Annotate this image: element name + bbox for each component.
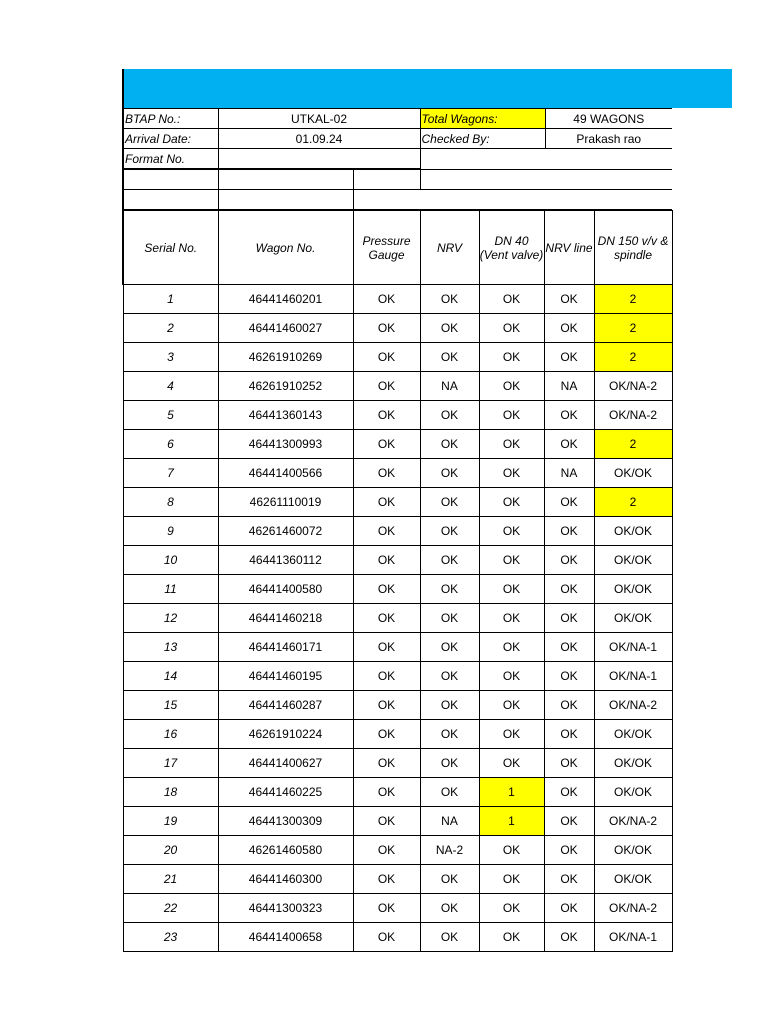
gap-cell: [123, 190, 218, 210]
nrv-line-cell: OK: [544, 720, 594, 749]
pressure-gauge-cell: OK: [353, 865, 420, 894]
nrv-line-cell: OK: [544, 865, 594, 894]
gap-cell: [218, 190, 353, 210]
nrv-line-cell: OK: [544, 314, 594, 343]
btap-value: UTKAL-02: [218, 109, 420, 129]
nrv-line-cell: NA: [544, 372, 594, 401]
wagon-no-cell: 46441460225: [218, 778, 353, 807]
nrv-cell: OK: [420, 749, 479, 778]
dn40-cell: OK: [479, 285, 544, 314]
col-nrv-line: NRV line: [544, 211, 594, 285]
serial-no-cell: 9: [123, 517, 218, 546]
nrv-line-cell: OK: [544, 546, 594, 575]
nrv-line-cell: OK: [544, 604, 594, 633]
table-row: [123, 488, 672, 517]
wagon-no-cell: 46441460195: [218, 662, 353, 691]
nrv-cell: NA-2: [420, 836, 479, 865]
serial-no-cell: 7: [123, 459, 218, 488]
dn150-cell: OK/OK: [594, 459, 672, 488]
pressure-gauge-cell: OK: [353, 720, 420, 749]
nrv-line-cell: OK: [544, 778, 594, 807]
dn150-cell: 2: [594, 488, 672, 517]
format-no-label: Format No.: [123, 149, 218, 169]
table-row: [123, 546, 672, 575]
nrv-cell: OK: [420, 459, 479, 488]
dn150-cell: 2: [594, 285, 672, 314]
pressure-gauge-cell: OK: [353, 372, 420, 401]
dn40-cell: OK: [479, 894, 544, 923]
serial-no-cell: 16: [123, 720, 218, 749]
nrv-cell: NA: [420, 807, 479, 836]
serial-no-cell: 21: [123, 865, 218, 894]
pressure-gauge-cell: OK: [353, 401, 420, 430]
dn40-cell: OK: [479, 691, 544, 720]
col-pressure-gauge: Pressure Gauge: [353, 211, 420, 285]
dn40-cell: OK: [479, 604, 544, 633]
checked-by-value: Prakash rao: [545, 129, 672, 149]
nrv-line-cell: OK: [544, 807, 594, 836]
table-row: [123, 865, 672, 894]
table-row: [123, 691, 672, 720]
pressure-gauge-cell: OK: [353, 314, 420, 343]
wagon-no-cell: 46441400580: [218, 575, 353, 604]
wagon-no-cell: 46441360143: [218, 401, 353, 430]
pressure-gauge-cell: OK: [353, 575, 420, 604]
dn150-cell: OK/OK: [594, 836, 672, 865]
format-no-value: [218, 149, 420, 169]
table-row: [123, 836, 672, 865]
nrv-cell: OK: [420, 401, 479, 430]
dn150-cell: OK/NA-2: [594, 691, 672, 720]
pressure-gauge-cell: OK: [353, 459, 420, 488]
dn150-cell: OK/NA-2: [594, 372, 672, 401]
dn40-cell: 1: [479, 807, 544, 836]
nrv-line-cell: OK: [544, 894, 594, 923]
nrv-line-cell: OK: [544, 343, 594, 372]
nrv-cell: OK: [420, 778, 479, 807]
nrv-cell: NA: [420, 372, 479, 401]
table-row: [123, 749, 672, 778]
serial-no-cell: 15: [123, 691, 218, 720]
serial-no-cell: 19: [123, 807, 218, 836]
dn40-cell: OK: [479, 749, 544, 778]
gap-cell: [353, 190, 672, 210]
dn40-cell: OK: [479, 865, 544, 894]
table-row: [123, 923, 672, 952]
dn40-cell: OK: [479, 430, 544, 459]
dn150-cell: OK/NA-1: [594, 923, 672, 952]
wagon-no-cell: 46441300309: [218, 807, 353, 836]
nrv-line-cell: OK: [544, 517, 594, 546]
nrv-line-cell: OK: [544, 923, 594, 952]
dn40-cell: 1: [479, 778, 544, 807]
table-row: [123, 778, 672, 807]
serial-no-cell: 11: [123, 575, 218, 604]
header-table: [122, 108, 672, 169]
dn40-cell: OK: [479, 517, 544, 546]
table-row: [123, 517, 672, 546]
dn150-cell: OK/OK: [594, 778, 672, 807]
table-row: [123, 633, 672, 662]
title-banner: [122, 69, 732, 108]
nrv-cell: OK: [420, 575, 479, 604]
serial-no-cell: 2: [123, 314, 218, 343]
table-row: [123, 285, 672, 314]
nrv-line-cell: OK: [544, 691, 594, 720]
dn150-cell: OK/NA-2: [594, 894, 672, 923]
nrv-cell: OK: [420, 604, 479, 633]
serial-no-cell: 1: [123, 285, 218, 314]
dn150-cell: 2: [594, 314, 672, 343]
nrv-cell: OK: [420, 430, 479, 459]
table-row: [123, 372, 672, 401]
nrv-line-cell: OK: [544, 575, 594, 604]
gap-cell: [420, 170, 672, 190]
dn40-cell: OK: [479, 488, 544, 517]
wagon-no-cell: 46441460171: [218, 633, 353, 662]
btap-label: BTAP No.:: [123, 109, 218, 129]
dn150-cell: OK/OK: [594, 517, 672, 546]
dn150-cell: 2: [594, 430, 672, 459]
dn40-cell: OK: [479, 314, 544, 343]
nrv-line-cell: OK: [544, 430, 594, 459]
serial-no-cell: 5: [123, 401, 218, 430]
dn150-cell: OK/OK: [594, 604, 672, 633]
dn40-cell: OK: [479, 459, 544, 488]
pressure-gauge-cell: OK: [353, 633, 420, 662]
col-dn40: DN 40 (Vent valve): [479, 211, 544, 285]
gap-cell: [353, 170, 420, 190]
dn40-cell: OK: [479, 662, 544, 691]
dn40-cell: OK: [479, 923, 544, 952]
serial-no-cell: 14: [123, 662, 218, 691]
serial-no-cell: 22: [123, 894, 218, 923]
dn150-cell: OK/OK: [594, 720, 672, 749]
total-wagons-value: 49 WAGONS: [545, 109, 672, 129]
table-row: [123, 604, 672, 633]
serial-no-cell: 8: [123, 488, 218, 517]
gap-cell: [123, 170, 218, 190]
wagon-no-cell: 46441360112: [218, 546, 353, 575]
table-body: [123, 285, 672, 952]
dn150-cell: OK/OK: [594, 575, 672, 604]
serial-no-cell: 23: [123, 923, 218, 952]
table-row: [123, 662, 672, 691]
dn40-cell: OK: [479, 836, 544, 865]
serial-no-cell: 6: [123, 430, 218, 459]
table-row: [123, 894, 672, 923]
wagon-no-cell: 46261910269: [218, 343, 353, 372]
checked-by-label: Checked By:: [420, 129, 545, 149]
pressure-gauge-cell: OK: [353, 430, 420, 459]
dn150-cell: OK/OK: [594, 546, 672, 575]
nrv-line-cell: OK: [544, 633, 594, 662]
dn40-cell: OK: [479, 546, 544, 575]
pressure-gauge-cell: OK: [353, 923, 420, 952]
serial-no-cell: 10: [123, 546, 218, 575]
arrival-date-label: Arrival Date:: [123, 129, 218, 149]
serial-no-cell: 3: [123, 343, 218, 372]
wagon-no-cell: 46441400566: [218, 459, 353, 488]
arrival-date-value: 01.09.24: [218, 129, 420, 149]
pressure-gauge-cell: OK: [353, 517, 420, 546]
pressure-gauge-cell: OK: [353, 894, 420, 923]
nrv-line-cell: OK: [544, 285, 594, 314]
inspection-sheet: [122, 108, 671, 952]
pressure-gauge-cell: OK: [353, 343, 420, 372]
nrv-line-cell: OK: [544, 836, 594, 865]
dn150-cell: OK/NA-1: [594, 633, 672, 662]
dn40-cell: OK: [479, 343, 544, 372]
nrv-cell: OK: [420, 894, 479, 923]
col-nrv: NRV: [420, 211, 479, 285]
dn40-cell: OK: [479, 720, 544, 749]
nrv-cell: OK: [420, 865, 479, 894]
wagon-no-cell: 46441300993: [218, 430, 353, 459]
wagon-no-cell: 46261910224: [218, 720, 353, 749]
dn40-cell: OK: [479, 401, 544, 430]
dn40-cell: OK: [479, 575, 544, 604]
dn40-cell: OK: [479, 633, 544, 662]
nrv-cell: OK: [420, 546, 479, 575]
wagon-no-cell: 46441460218: [218, 604, 353, 633]
wagon-no-cell: 46441460287: [218, 691, 353, 720]
col-wagon-no: Wagon No.: [218, 211, 353, 285]
wagon-no-cell: 46441400658: [218, 923, 353, 952]
table-row: [123, 575, 672, 604]
wagon-no-cell: 46441460027: [218, 314, 353, 343]
nrv-line-cell: OK: [544, 749, 594, 778]
table-row: [123, 807, 672, 836]
wagon-no-cell: 46441460300: [218, 865, 353, 894]
table-row: [123, 314, 672, 343]
serial-no-cell: 18: [123, 778, 218, 807]
gap-cell: [218, 170, 353, 190]
nrv-cell: OK: [420, 343, 479, 372]
wagon-table: [122, 210, 673, 952]
nrv-cell: OK: [420, 691, 479, 720]
pressure-gauge-cell: OK: [353, 778, 420, 807]
wagon-no-cell: 46441300323: [218, 894, 353, 923]
empty-cell: [545, 149, 672, 169]
table-row: [123, 343, 672, 372]
dn150-cell: OK/NA-2: [594, 807, 672, 836]
dn40-cell: OK: [479, 372, 544, 401]
pressure-gauge-cell: OK: [353, 546, 420, 575]
nrv-cell: OK: [420, 488, 479, 517]
pressure-gauge-cell: OK: [353, 836, 420, 865]
nrv-line-cell: NA: [544, 459, 594, 488]
empty-cell: [420, 149, 545, 169]
serial-no-cell: 4: [123, 372, 218, 401]
wagon-no-cell: 46261460072: [218, 517, 353, 546]
wagon-no-cell: 46261460580: [218, 836, 353, 865]
wagon-no-cell: 46441460201: [218, 285, 353, 314]
table-row: [123, 720, 672, 749]
table-row: [123, 401, 672, 430]
dn150-cell: OK/OK: [594, 865, 672, 894]
serial-no-cell: 17: [123, 749, 218, 778]
serial-no-cell: 20: [123, 836, 218, 865]
nrv-line-cell: OK: [544, 662, 594, 691]
nrv-cell: OK: [420, 633, 479, 662]
pressure-gauge-cell: OK: [353, 749, 420, 778]
nrv-line-cell: OK: [544, 401, 594, 430]
serial-no-cell: 13: [123, 633, 218, 662]
nrv-cell: OK: [420, 662, 479, 691]
total-wagons-label: Total Wagons:: [420, 109, 545, 129]
pressure-gauge-cell: OK: [353, 604, 420, 633]
table-row: [123, 430, 672, 459]
pressure-gauge-cell: OK: [353, 691, 420, 720]
pressure-gauge-cell: OK: [353, 285, 420, 314]
wagon-no-cell: 46261910252: [218, 372, 353, 401]
nrv-cell: OK: [420, 923, 479, 952]
nrv-cell: OK: [420, 285, 479, 314]
dn150-cell: OK/OK: [594, 749, 672, 778]
nrv-line-cell: OK: [544, 488, 594, 517]
pressure-gauge-cell: OK: [353, 807, 420, 836]
table-row: [123, 459, 672, 488]
wagon-no-cell: 46441400627: [218, 749, 353, 778]
nrv-cell: OK: [420, 720, 479, 749]
gap-table: [122, 169, 672, 210]
col-serial-no: Serial No.: [123, 211, 218, 285]
col-dn150: DN 150 v/v & spindle: [594, 211, 672, 285]
wagon-no-cell: 46261110019: [218, 488, 353, 517]
nrv-cell: OK: [420, 517, 479, 546]
nrv-cell: OK: [420, 314, 479, 343]
dn150-cell: OK/NA-1: [594, 662, 672, 691]
pressure-gauge-cell: OK: [353, 488, 420, 517]
pressure-gauge-cell: OK: [353, 662, 420, 691]
dn150-cell: OK/NA-2: [594, 401, 672, 430]
serial-no-cell: 12: [123, 604, 218, 633]
dn150-cell: 2: [594, 343, 672, 372]
